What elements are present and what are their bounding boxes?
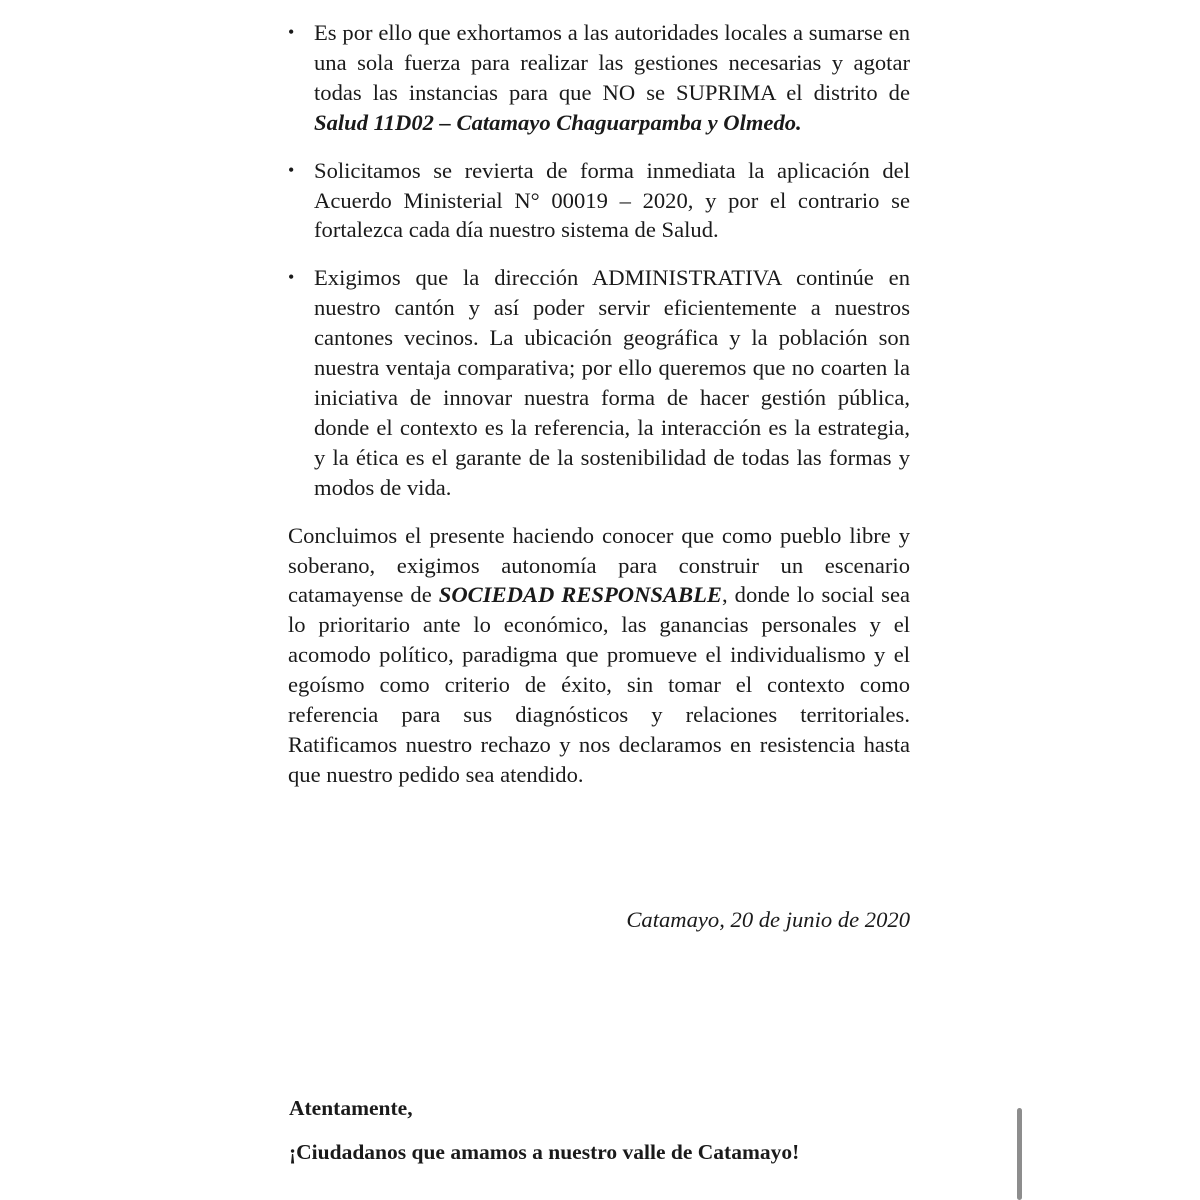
conclusion-emphasis: SOCIEDAD RESPONSABLE bbox=[438, 582, 722, 608]
list-item bbox=[288, 156, 910, 246]
conclusion-paragraph bbox=[288, 521, 910, 790]
bullet-icon: • bbox=[288, 159, 295, 180]
bullet-emphasis: Salud 11D02 – Catamayo Chaguarpamba y Olmedo. bbox=[314, 109, 802, 135]
bullet-text: Exigimos que la dirección ADMINISTRATIVA continúe en nuestro cantón y así poder servir eficientemente a nuestros cantones vecinos. La ubicación geográfica y la población son nuestra ventaja comparativa; por ello queremos que no coarten la iniciativa de innovar nuestra forma de hacer gestión pública, donde el contexto es la referencia, la interacción es la estrategia, y la ética es el garante de la sostenibilidad de todas las formas y modos de vida. bbox=[314, 265, 910, 500]
document-body bbox=[288, 18, 910, 790]
bullet-text: Solicitamos se revierta de forma inmediata la aplicación del Acuerdo Ministerial N° 00019 – 2020, y por el contrario se fortalezca cada día nuestro sistema de Salud. bbox=[314, 157, 910, 243]
closing-salutation: Atentamente, bbox=[289, 1096, 413, 1120]
bullet-text: Es por ello que exhortamos a las autoridades locales a sumarse en una sola fuerza para realizar las gestiones necesarias y agotar todas las instancias para que NO se SUPRIMA el distrito de bbox=[314, 20, 910, 105]
list-item bbox=[288, 263, 910, 502]
scrollbar-thumb[interactable] bbox=[1017, 1108, 1022, 1200]
bullet-icon: • bbox=[288, 22, 295, 42]
conclusion-text-start: Concluimos el presente haciendo conocer que como pueblo libre y soberano, exigimos autonomía para construir un escenario catamayense de bbox=[288, 522, 910, 608]
closing-signature: ¡Ciudadanos que amamos a nuestro valle de Catamayo! bbox=[289, 1140, 800, 1164]
bullet-icon: • bbox=[288, 267, 295, 288]
list-item bbox=[288, 18, 910, 138]
conclusion-text-end: , donde lo social sea lo prioritario ante lo económico, las ganancias personales y el acomodo político, paradigma que promueve el individualismo y el egoísmo como criterio de éxito, sin tomar el contexto como referencia para sus diagnósticos y relaciones territoriales. Ratificamos nuestro rechazo y nos declaramos en resistencia hasta que nuestro pedido sea atendido. bbox=[288, 582, 911, 787]
date-line: Catamayo, 20 de junio de 2020 bbox=[626, 907, 910, 932]
